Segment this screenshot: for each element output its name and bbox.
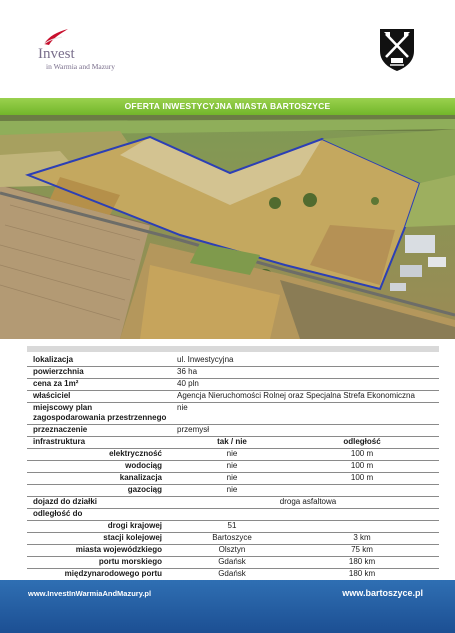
table-row <box>27 367 439 379</box>
label-powierzchnia: powierzchnia <box>33 367 84 376</box>
label-kanalizacja: kanalizacja <box>119 473 162 482</box>
city-website-link[interactable]: www.bartoszyce.pl <box>342 588 423 598</box>
label-odleglosc-do: odległość do <box>33 509 83 518</box>
distance-portu-morskiego: 180 km <box>348 557 376 566</box>
header-odleglosc: odległość <box>343 437 381 446</box>
logo-name: Invest <box>38 46 75 62</box>
label-lokalizacja: lokalizacja <box>33 355 74 364</box>
distance-stacji-kolejowej: 3 km <box>353 533 371 542</box>
label-przeznaczenie: przeznaczenie <box>33 425 88 434</box>
header <box>0 0 455 98</box>
value-gazociag: nie <box>226 485 238 494</box>
label-drogi-krajowej: drogi krajowej <box>107 521 162 530</box>
value-elektrycznosc: nie <box>226 449 238 458</box>
value-stacji-kolejowej: Bartoszyce <box>212 533 252 542</box>
value-portu-lotniczego: Gdańsk <box>218 569 246 578</box>
label-infrastruktura: infrastruktura <box>33 437 86 446</box>
value-drogi-krajowej: 51 <box>227 521 237 530</box>
value-portu-morskiego: Gdańsk <box>218 557 246 566</box>
footer <box>0 580 455 633</box>
value-dojazd: droga asfaltowa <box>279 497 337 506</box>
distance-miasta-wojewodzkiego: 75 km <box>351 545 373 554</box>
table-row <box>27 497 439 509</box>
bartoszyce-crest-icon <box>378 27 416 72</box>
value-powierzchnia: 36 ha <box>177 367 198 376</box>
table-row <box>27 391 439 403</box>
aerial-field-photo <box>0 115 455 339</box>
label-stacji-kolejowej: stacji kolejowej <box>103 533 162 542</box>
label-dojazd: dojazd do działki <box>33 497 98 506</box>
label-portu-morskiego: portu morskiego <box>98 557 162 566</box>
table-row <box>27 379 439 391</box>
value-miasta-wojewodzkiego: Olsztyn <box>218 545 246 554</box>
table-row <box>27 403 439 425</box>
table-row <box>27 461 439 473</box>
table-row <box>27 521 439 533</box>
value-wodociag: nie <box>226 461 238 470</box>
label-wlasciciel: właściciel <box>33 391 71 400</box>
value-lokalizacja: ul. Inwestycyjna <box>177 355 234 364</box>
logo-tagline: in Warmia and Mazury <box>46 62 116 71</box>
invest-website-link[interactable]: www.InvestInWarmiaAndMazury.pl <box>28 589 152 598</box>
label-cena: cena za 1m² <box>33 379 79 388</box>
label-wodociag: wodociąg <box>125 461 162 470</box>
invest-logo[interactable] <box>30 26 150 74</box>
table-row <box>27 449 439 461</box>
label-gazociag: gazociąg <box>127 485 162 494</box>
invest-flag-icon <box>43 28 69 46</box>
label-plan: miejscowy plan <box>33 403 93 412</box>
distance-elektrycznosc: 100 m <box>350 449 374 458</box>
header-tak-nie: tak / nie <box>217 437 247 446</box>
table-row <box>27 557 439 569</box>
value-kanalizacja: nie <box>226 473 238 482</box>
label-portu-lotniczego: międzynarodowego portu <box>64 569 162 578</box>
value-plan: nie <box>177 403 188 412</box>
table-row <box>27 355 439 367</box>
distance-wodociag: 100 m <box>350 461 374 470</box>
table-row <box>27 509 439 521</box>
table-row <box>27 437 439 449</box>
value-cena: 40 pln <box>177 379 199 388</box>
distance-portu-lotniczego: 180 km <box>348 569 376 578</box>
table-row <box>27 425 439 437</box>
table-row <box>27 473 439 485</box>
distance-kanalizacja: 100 m <box>350 473 374 482</box>
table-row <box>27 533 439 545</box>
label-plan-cont: zagospodarowania przestrzennego <box>33 413 167 422</box>
value-przeznaczenie: przemysł <box>177 425 210 434</box>
table-top-divider <box>27 346 439 352</box>
label-elektrycznosc: elektryczność <box>109 449 162 458</box>
offer-title: OFERTA INWESTYCYJNA MIASTA BARTOSZYCE <box>0 98 455 115</box>
value-wlasciciel: Agencja Nieruchomości Rolnej oraz Specjalna Strefa Ekonomiczna <box>177 391 415 400</box>
table-row <box>27 545 439 557</box>
label-miasta-wojewodzkiego: miasta wojewódzkiego <box>75 545 162 554</box>
table-row <box>27 485 439 497</box>
